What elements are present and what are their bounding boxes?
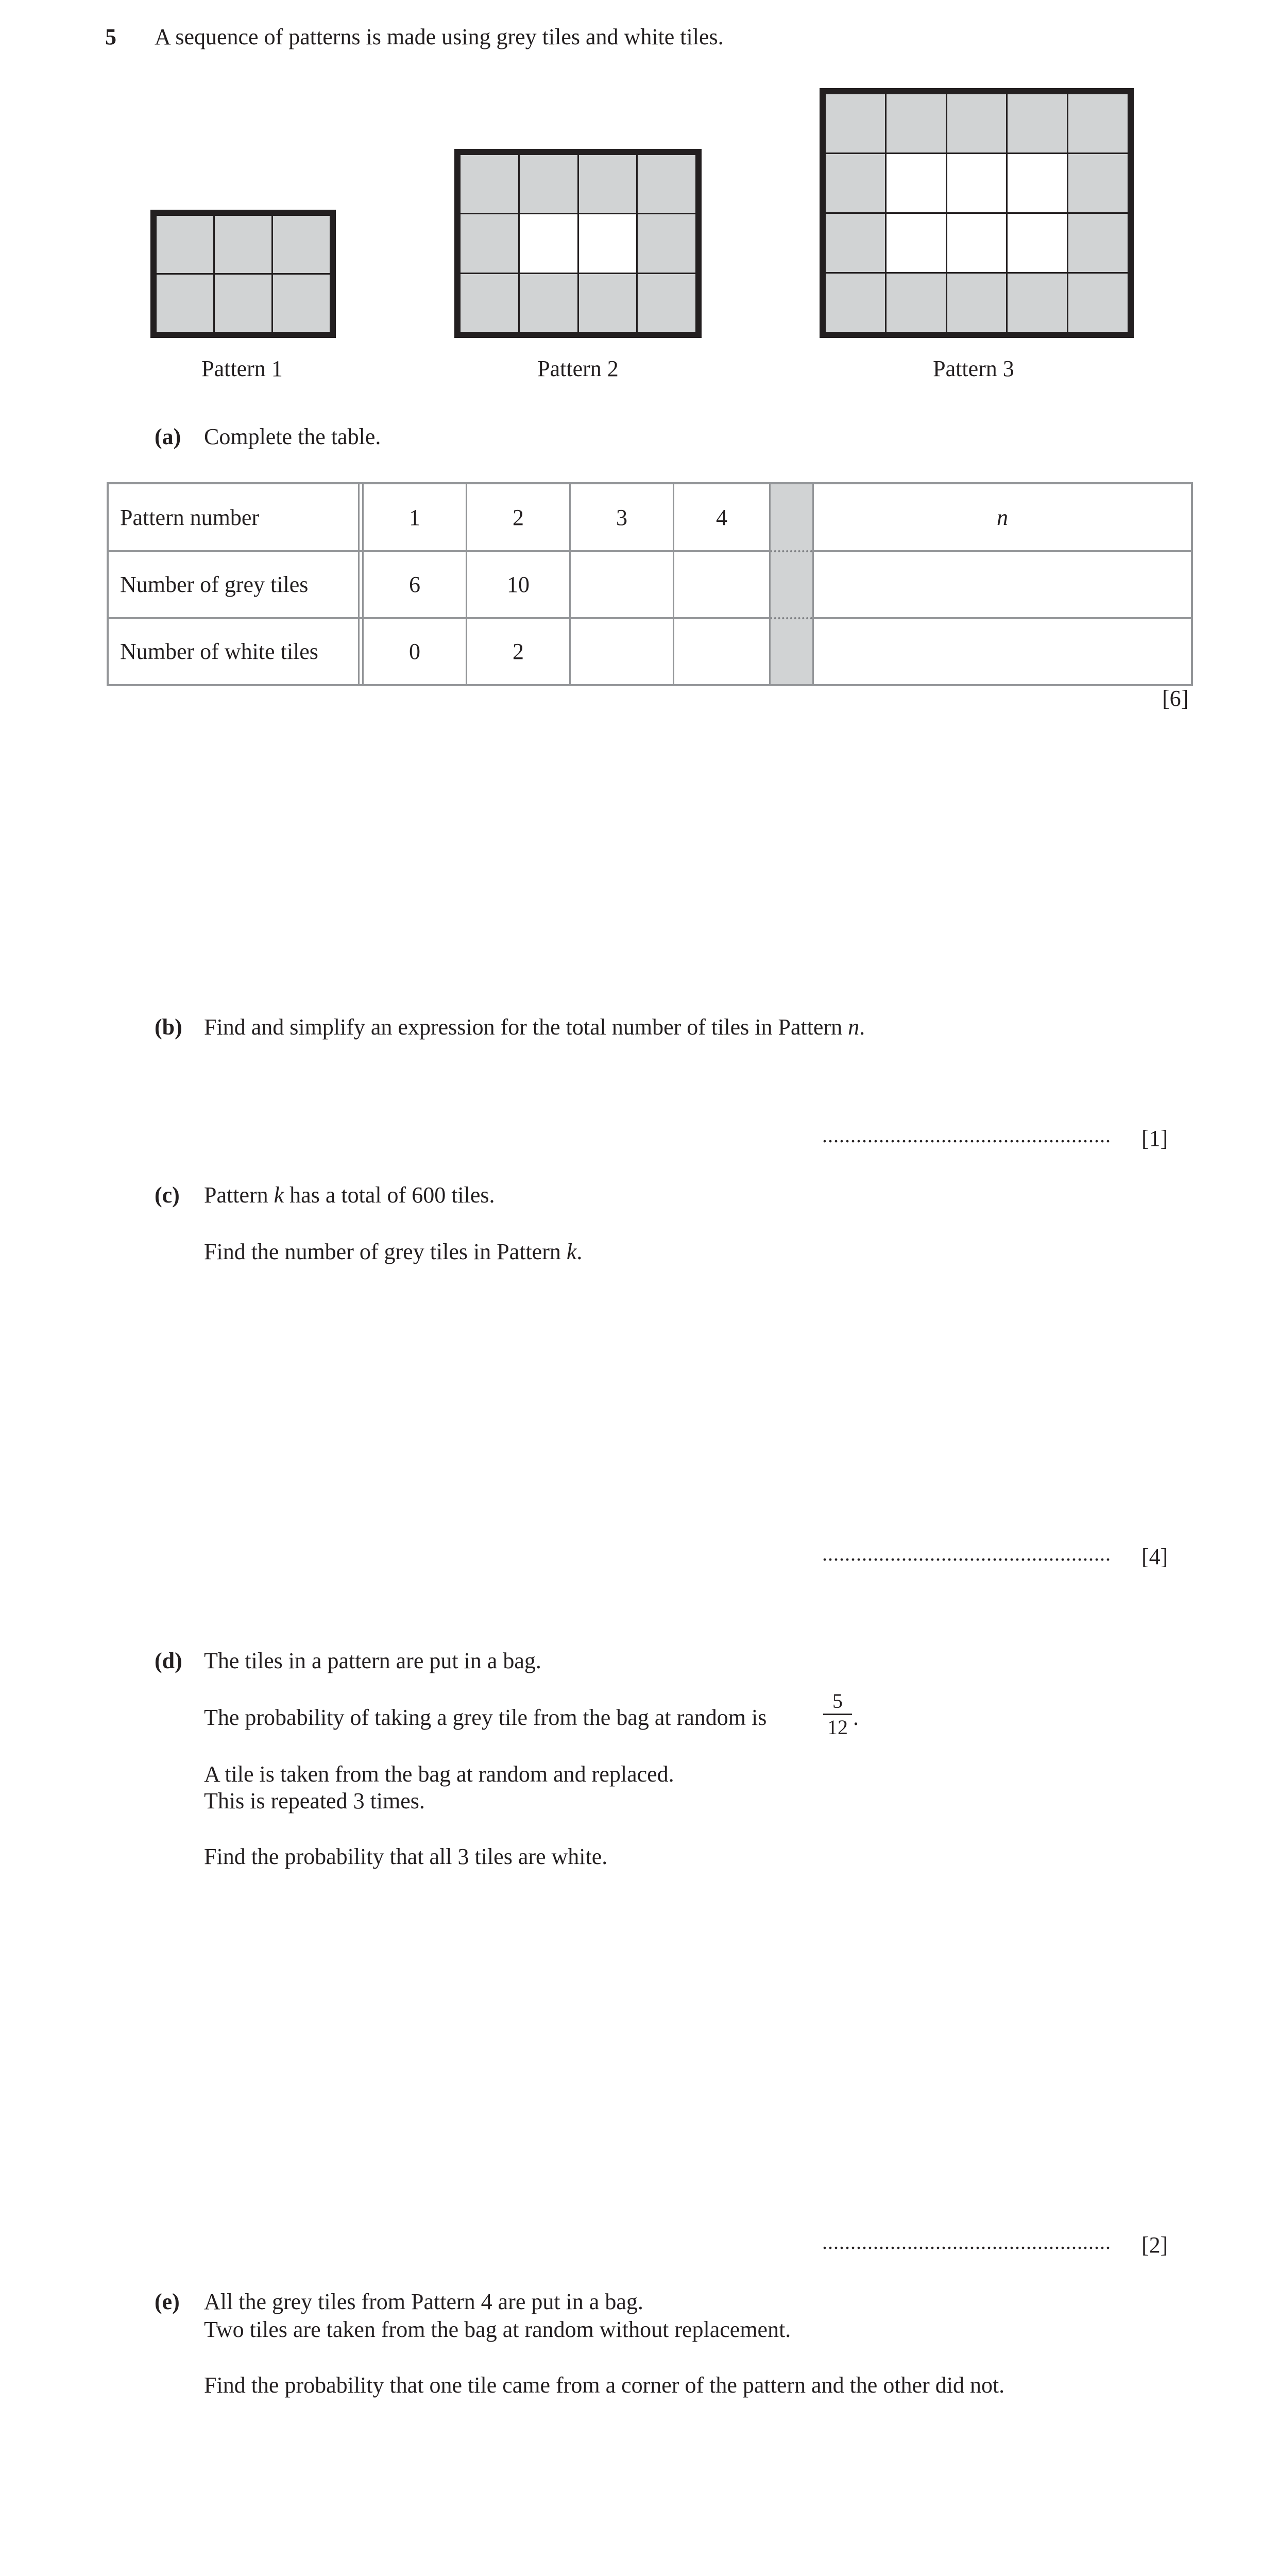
pattern-2-label: Pattern 2	[537, 356, 619, 381]
grey-tile	[947, 94, 1007, 152]
grey-tiles-input-4[interactable]	[674, 552, 769, 617]
part-d-line2: The probability of taking a grey tile from the bag at random is	[204, 1705, 767, 1730]
part-b-punctuation: .	[859, 1014, 865, 1040]
part-c-text: has a total of 600 tiles.	[284, 1182, 495, 1208]
grey-tile	[579, 155, 637, 213]
pattern-2-figure	[454, 149, 702, 338]
part-c-line1	[204, 1181, 495, 1210]
grey-tile	[520, 274, 577, 332]
grey-tile	[1068, 214, 1128, 272]
part-d-marks: [2]	[1141, 2232, 1168, 2258]
grey-tile	[461, 274, 518, 332]
grey-tile	[461, 214, 518, 272]
part-c-variable: k	[566, 1239, 577, 1264]
pattern-1-figure	[150, 210, 336, 338]
grey-tile	[1008, 274, 1067, 332]
row-header-grey-tiles: Number of grey tiles	[120, 572, 309, 597]
pattern-number-cell: 4	[716, 504, 727, 530]
grey-tiles-cell: 6	[409, 572, 420, 597]
grey-tile	[1008, 94, 1067, 152]
question-intro: A sequence of patterns is made using grey tiles and white tiles.	[155, 24, 724, 49]
pattern-number-cell: 3	[616, 504, 627, 530]
grey-tile	[887, 94, 946, 152]
grey-tile	[1068, 154, 1128, 212]
part-b-answer-line[interactable]: ...................................................	[822, 1124, 1111, 1147]
pattern-number-cell-n: n	[997, 504, 1008, 530]
question-number: 5	[105, 24, 116, 49]
grey-tile	[157, 216, 213, 273]
grey-tile	[947, 274, 1007, 332]
part-b-text: Find and simplify an expression for the total number of tiles in Pattern	[204, 1014, 848, 1040]
part-b-label: (b)	[155, 1014, 182, 1040]
white-tiles-input-3[interactable]	[571, 619, 673, 684]
grey-tile	[826, 154, 885, 212]
pattern-table	[107, 482, 1193, 686]
grey-tile	[461, 155, 518, 213]
part-b-marks: [1]	[1141, 1126, 1168, 1151]
part-a-text: Complete the table.	[204, 424, 381, 449]
pattern-3-figure	[820, 88, 1134, 338]
white-tile	[1008, 154, 1067, 212]
white-tiles-cell: 0	[409, 639, 420, 664]
grey-tiles-input-3[interactable]	[571, 552, 673, 617]
grey-tile	[826, 214, 885, 272]
white-tiles-cell: 2	[513, 639, 524, 664]
grey-tile	[215, 216, 271, 273]
grey-tile	[579, 274, 637, 332]
white-tile	[579, 214, 637, 272]
white-tiles-input-4[interactable]	[674, 619, 769, 684]
grey-tile	[520, 155, 577, 213]
pattern-1-label: Pattern 1	[201, 356, 283, 381]
probability-fraction	[823, 1690, 852, 1739]
part-d-answer-line[interactable]: ...................................................	[822, 2230, 1111, 2253]
pattern-number-cell: 1	[409, 504, 420, 530]
grey-tiles-input-n[interactable]	[814, 552, 1191, 617]
table-rule	[358, 484, 360, 684]
part-c-label: (c)	[155, 1182, 180, 1208]
part-c-punctuation: .	[576, 1239, 583, 1264]
white-tile	[947, 154, 1007, 212]
part-a-marks: [6]	[1162, 686, 1189, 711]
part-e-line1: All the grey tiles from Pattern 4 are put in a bag.	[204, 2289, 643, 2314]
part-c-text: Find the number of grey tiles in Pattern	[204, 1239, 567, 1264]
part-d-line4: This is repeated 3 times.	[204, 1788, 425, 1814]
part-d-line3: A tile is taken from the bag at random and replaced.	[204, 1761, 674, 1787]
grey-tile	[273, 275, 330, 332]
grey-tile	[826, 274, 885, 332]
part-b-question	[204, 1013, 865, 1042]
table-rule	[769, 484, 771, 684]
part-e-line3: Find the probability that one tile came from a corner of the pattern and the other did not.	[204, 2372, 1005, 2398]
part-d-label: (d)	[155, 1648, 182, 1673]
table-dotted-divider	[770, 617, 812, 619]
part-d-line2-end: .	[853, 1705, 859, 1730]
grey-tile	[638, 155, 695, 213]
pattern-number-cell: 2	[513, 504, 524, 530]
part-c-marks: [4]	[1141, 1544, 1168, 1569]
grey-tile	[638, 274, 695, 332]
grey-tile	[887, 274, 946, 332]
part-d-line1: The tiles in a pattern are put in a bag.	[204, 1648, 541, 1673]
grey-tile	[273, 216, 330, 273]
white-tile	[887, 214, 946, 272]
part-b-variable: n	[848, 1014, 860, 1040]
grey-tile	[826, 94, 885, 152]
fraction-numerator: 5	[832, 1689, 843, 1713]
grey-tile	[215, 275, 271, 332]
grey-tile	[1068, 274, 1128, 332]
white-tile	[887, 154, 946, 212]
table-separator-column	[770, 484, 812, 684]
part-d-line5: Find the probability that all 3 tiles are white.	[204, 1844, 608, 1869]
white-tile	[520, 214, 577, 272]
grey-tile	[1068, 94, 1128, 152]
fraction-denominator: 12	[827, 1716, 848, 1739]
table-dotted-divider	[770, 550, 812, 552]
grey-tiles-cell: 10	[507, 572, 530, 597]
pattern-3-label: Pattern 3	[933, 356, 1014, 381]
grey-tile	[157, 275, 213, 332]
part-c-text: Pattern	[204, 1182, 274, 1208]
white-tiles-input-n[interactable]	[814, 619, 1191, 684]
part-c-answer-line[interactable]: ...................................................	[822, 1542, 1111, 1565]
row-header-pattern-number: Pattern number	[120, 504, 260, 530]
row-header-white-tiles: Number of white tiles	[120, 639, 318, 664]
white-tile	[1008, 214, 1067, 272]
white-tile	[947, 214, 1007, 272]
part-e-label: (e)	[155, 2289, 180, 2314]
part-e-line2: Two tiles are taken from the bag at random without replacement.	[204, 2317, 791, 2342]
fraction-bar	[823, 1714, 852, 1715]
part-a-label: (a)	[155, 424, 181, 449]
part-c-line2	[204, 1238, 582, 1266]
part-c-variable: k	[274, 1182, 284, 1208]
grey-tile	[638, 214, 695, 272]
